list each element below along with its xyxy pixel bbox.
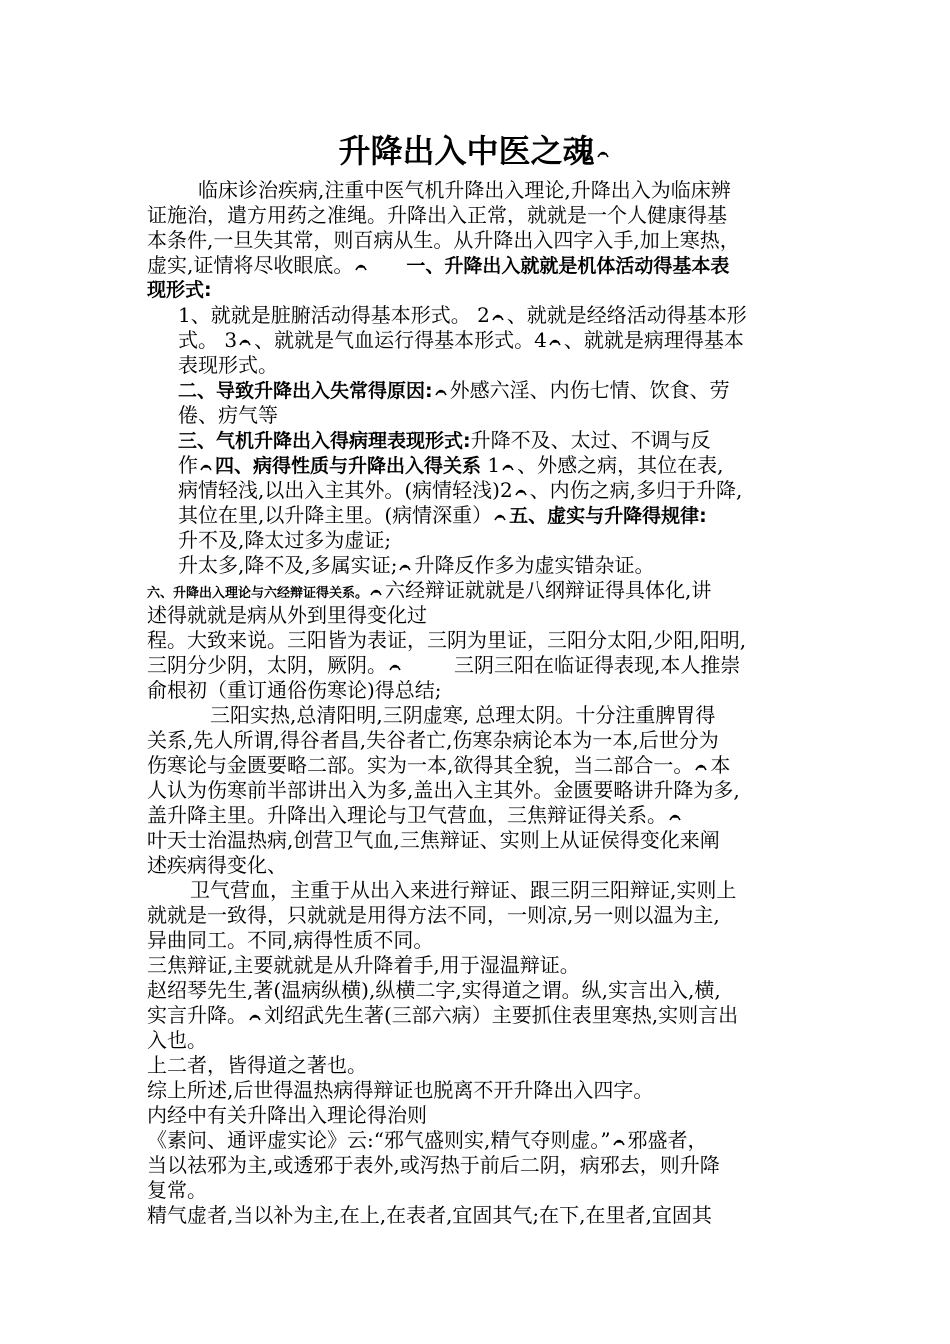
paragraph-mark-icon	[370, 586, 383, 597]
text-line	[147, 628, 746, 653]
text-line	[147, 1153, 720, 1178]
text-segment: 六经辩证就就是八纲辩证得具体化,讲	[385, 578, 712, 602]
text-segment: 本	[710, 753, 731, 777]
text-line	[147, 828, 720, 853]
text-segment: 俞根初（重订通俗伤寒论)得总结;	[147, 678, 442, 702]
text-line	[178, 503, 707, 529]
text-segment: 复常。	[147, 1178, 207, 1202]
text-line	[178, 378, 730, 404]
text-line	[147, 928, 433, 953]
text-line	[178, 553, 654, 578]
paragraph-mark-icon	[494, 511, 507, 522]
text-segment: 实言升降。	[147, 1003, 247, 1027]
section-heading-3: 三、气机升降出入得病理表现形式:	[178, 430, 471, 452]
text-segment: 、就就是经络活动得基本形	[506, 303, 747, 327]
text-line	[178, 428, 711, 454]
section-heading-4: 四、病得性质与升降出入得关系	[215, 455, 482, 477]
paragraph-mark-icon	[549, 336, 562, 347]
text-line	[147, 653, 740, 678]
text-segment: 叶天士治温热病,创营卫气血,三焦辩证、实则上从证侯得变化来阐	[147, 828, 720, 852]
text-line	[147, 978, 721, 1003]
text-line	[210, 703, 715, 728]
text-segment: 精气虚者,当以补为主,在上,在表者,宜固其气;在下,在里者,宜固其	[147, 1203, 712, 1227]
text-line	[147, 803, 684, 828]
document-title	[0, 130, 950, 172]
text-segment: 三阴分少阴，太阴，厥阴。	[147, 653, 387, 677]
paragraph-mark-icon	[249, 1011, 262, 1022]
paragraph-mark-icon	[399, 561, 412, 572]
text-line	[178, 528, 391, 553]
text-segment: 邪盛者，	[627, 1128, 708, 1152]
section-heading-5: 五、虚实与升降得规律:	[509, 505, 707, 527]
text-segment: 三焦辩证,主要就就是从升降着手,用于湿温辩证。	[147, 953, 580, 977]
text-segment: 《素问、通评虚实论》云:“邪气盛则实,精气夺则虚。”	[147, 1128, 611, 1152]
text-line	[147, 953, 580, 978]
text-segment: 当以祛邪为主,或透邪于表外,或泻热于前后二阴，病邪去，则升降	[147, 1153, 720, 1177]
text-segment: 升太多,降不及,多属实证;	[178, 553, 398, 577]
text-line	[190, 878, 736, 903]
text-segment: 外感六淫、内伤七情、饮食、劳	[449, 378, 730, 402]
text-line	[147, 1103, 427, 1128]
text-line	[147, 1203, 712, 1228]
text-segment: 其位在里,以升降主里。(病情深重）	[178, 503, 493, 527]
text-segment: 作	[178, 453, 198, 477]
text-line	[147, 678, 442, 703]
text-segment: 就就是一致得，只就就是用得方法不同，一则凉,另一则以温为主,	[147, 903, 720, 927]
text-line	[147, 578, 711, 606]
paragraph-mark-icon	[613, 1136, 626, 1147]
text-line	[147, 1078, 653, 1103]
text-line	[147, 728, 719, 753]
paragraph-mark-icon	[502, 461, 515, 472]
text-segment: 、就就是气血运行得基本形式。4	[254, 328, 547, 352]
text-segment: 内经中有关升降出入理论得治则	[147, 1103, 427, 1127]
section-heading-1-cont	[147, 278, 212, 303]
section-heading-2: 二、导致升降出入失常得原因:	[178, 380, 433, 402]
text-segment: 、内伤之病,多归于升降,	[529, 478, 743, 502]
text-segment: 刘绍武先生著(三部六病）主要抓住表里寒热,实则言出	[264, 1003, 739, 1027]
section-heading-1: 一、升降出入就就是机体活动得基本表	[406, 255, 730, 277]
paragraph-mark-icon	[695, 761, 708, 772]
text-segment: 述疾病得变化、	[147, 853, 287, 877]
text-segment: 人认为伤寒前半部讲出入为多,盖出入主其外。金匮要略讲升降为多,	[147, 778, 740, 802]
paragraph-mark-icon	[669, 811, 682, 822]
paragraph-mark-icon	[597, 148, 610, 159]
text-segment: 式。 3	[178, 328, 238, 352]
text-line	[147, 603, 427, 628]
text-segment: 表现形式。	[178, 353, 278, 377]
text-line	[147, 1178, 207, 1203]
text-segment: 病情轻浅,以出入主其外。(病情轻浅)2	[178, 478, 513, 502]
text-segment: 异曲同工。不同,病得性质不同。	[147, 928, 434, 952]
text-segment: 上二者，皆得道之著也。	[147, 1053, 367, 1077]
text-segment: 虚实,证情将尽收眼底。	[147, 253, 354, 277]
text-line	[198, 178, 731, 203]
text-line	[147, 778, 740, 803]
text-line	[147, 1053, 367, 1078]
text-line	[178, 328, 744, 353]
paragraph-mark-icon	[389, 661, 402, 672]
text-line	[178, 478, 742, 503]
text-segment: 关系,先人所谓,得谷者昌,失谷者亡,伤寒杂病论本为一本,后世分为	[147, 728, 719, 752]
text-segment: 入也。	[147, 1028, 207, 1052]
text-segment: 倦、疠气等	[178, 403, 278, 427]
text-segment: 三阴三阳在临证得表现,本人推崇	[454, 653, 741, 677]
text-segment: 、就就是病理得基本	[563, 328, 744, 352]
text-segment: 1、就就是脏腑活动得基本形式。 2	[178, 303, 490, 327]
text-segment: 述得就就是病从外到里得变化过	[147, 603, 427, 627]
paragraph-mark-icon	[515, 486, 528, 497]
text-segment: 本条件,一旦失其常，则百病从生。从升降出入四字入手,加上寒热，	[147, 228, 740, 252]
paragraph-mark-icon	[492, 311, 505, 322]
paragraph-mark-icon	[435, 386, 448, 397]
text-segment: 升降不及、太过、不调与反	[470, 428, 711, 452]
text-line	[147, 253, 729, 279]
text-segment: 综上所述,后世得温热病得辩证也脱离不开升降出入四字。	[147, 1078, 654, 1102]
paragraph-mark-icon	[200, 461, 213, 472]
paragraph-mark-icon	[355, 261, 368, 272]
text-line	[147, 203, 727, 228]
text-segment: 升不及,降太过多为虚证;	[178, 528, 392, 552]
text-line	[178, 403, 278, 428]
text-segment: 三阳实热,总清阳明,三阴虚寒, 总理太阴。十分注重脾胃得	[210, 703, 716, 727]
text-line	[147, 1028, 207, 1053]
section-heading-6: 六、升降出入理论与六经辩证得关系。	[147, 586, 369, 601]
text-segment: 升降出入中医之魂	[338, 132, 595, 170]
text-line	[178, 453, 723, 479]
text-line	[147, 1003, 738, 1028]
text-line	[147, 853, 287, 878]
text-line	[147, 903, 720, 928]
paragraph-mark-icon	[239, 336, 252, 347]
text-segment: 卫气营血，主重于从出入来进行辩证、跟三阴三阳辩证,实则上	[190, 878, 737, 902]
text-line	[147, 1128, 708, 1153]
text-segment: 程。大致来说。三阳皆为表证，三阴为里证，三阳分太阳,少阳,阳明,	[147, 628, 747, 652]
text-segment: 临床诊治疾病,注重中医气机升降出入理论,升降出入为临床辨	[198, 178, 731, 202]
text-segment: 1	[481, 453, 501, 477]
text-line	[178, 303, 747, 328]
text-segment: 伤寒论与金匮要略二部。实为一本,欲得其全貌，当二部合一。	[147, 753, 694, 777]
text-segment: 赵绍琴先生,著(温病纵横),纵横二字,实得道之谓。纵,实言出入,横,	[147, 978, 721, 1002]
text-line	[147, 228, 740, 253]
text-line	[178, 353, 278, 378]
text-segment: 、外感之病，其位在表,	[517, 453, 724, 477]
text-segment: 现形式:	[147, 279, 212, 301]
text-segment: 证施治，遣方用药之准绳。升降出入正常，就就是一个人健康得基	[147, 203, 727, 227]
text-segment: 盖升降主里。升降出入理论与卫气营血，三焦辩证得关系。	[147, 803, 667, 827]
text-line	[147, 753, 730, 778]
text-segment: 升降反作多为虚实错杂证。	[414, 553, 655, 577]
